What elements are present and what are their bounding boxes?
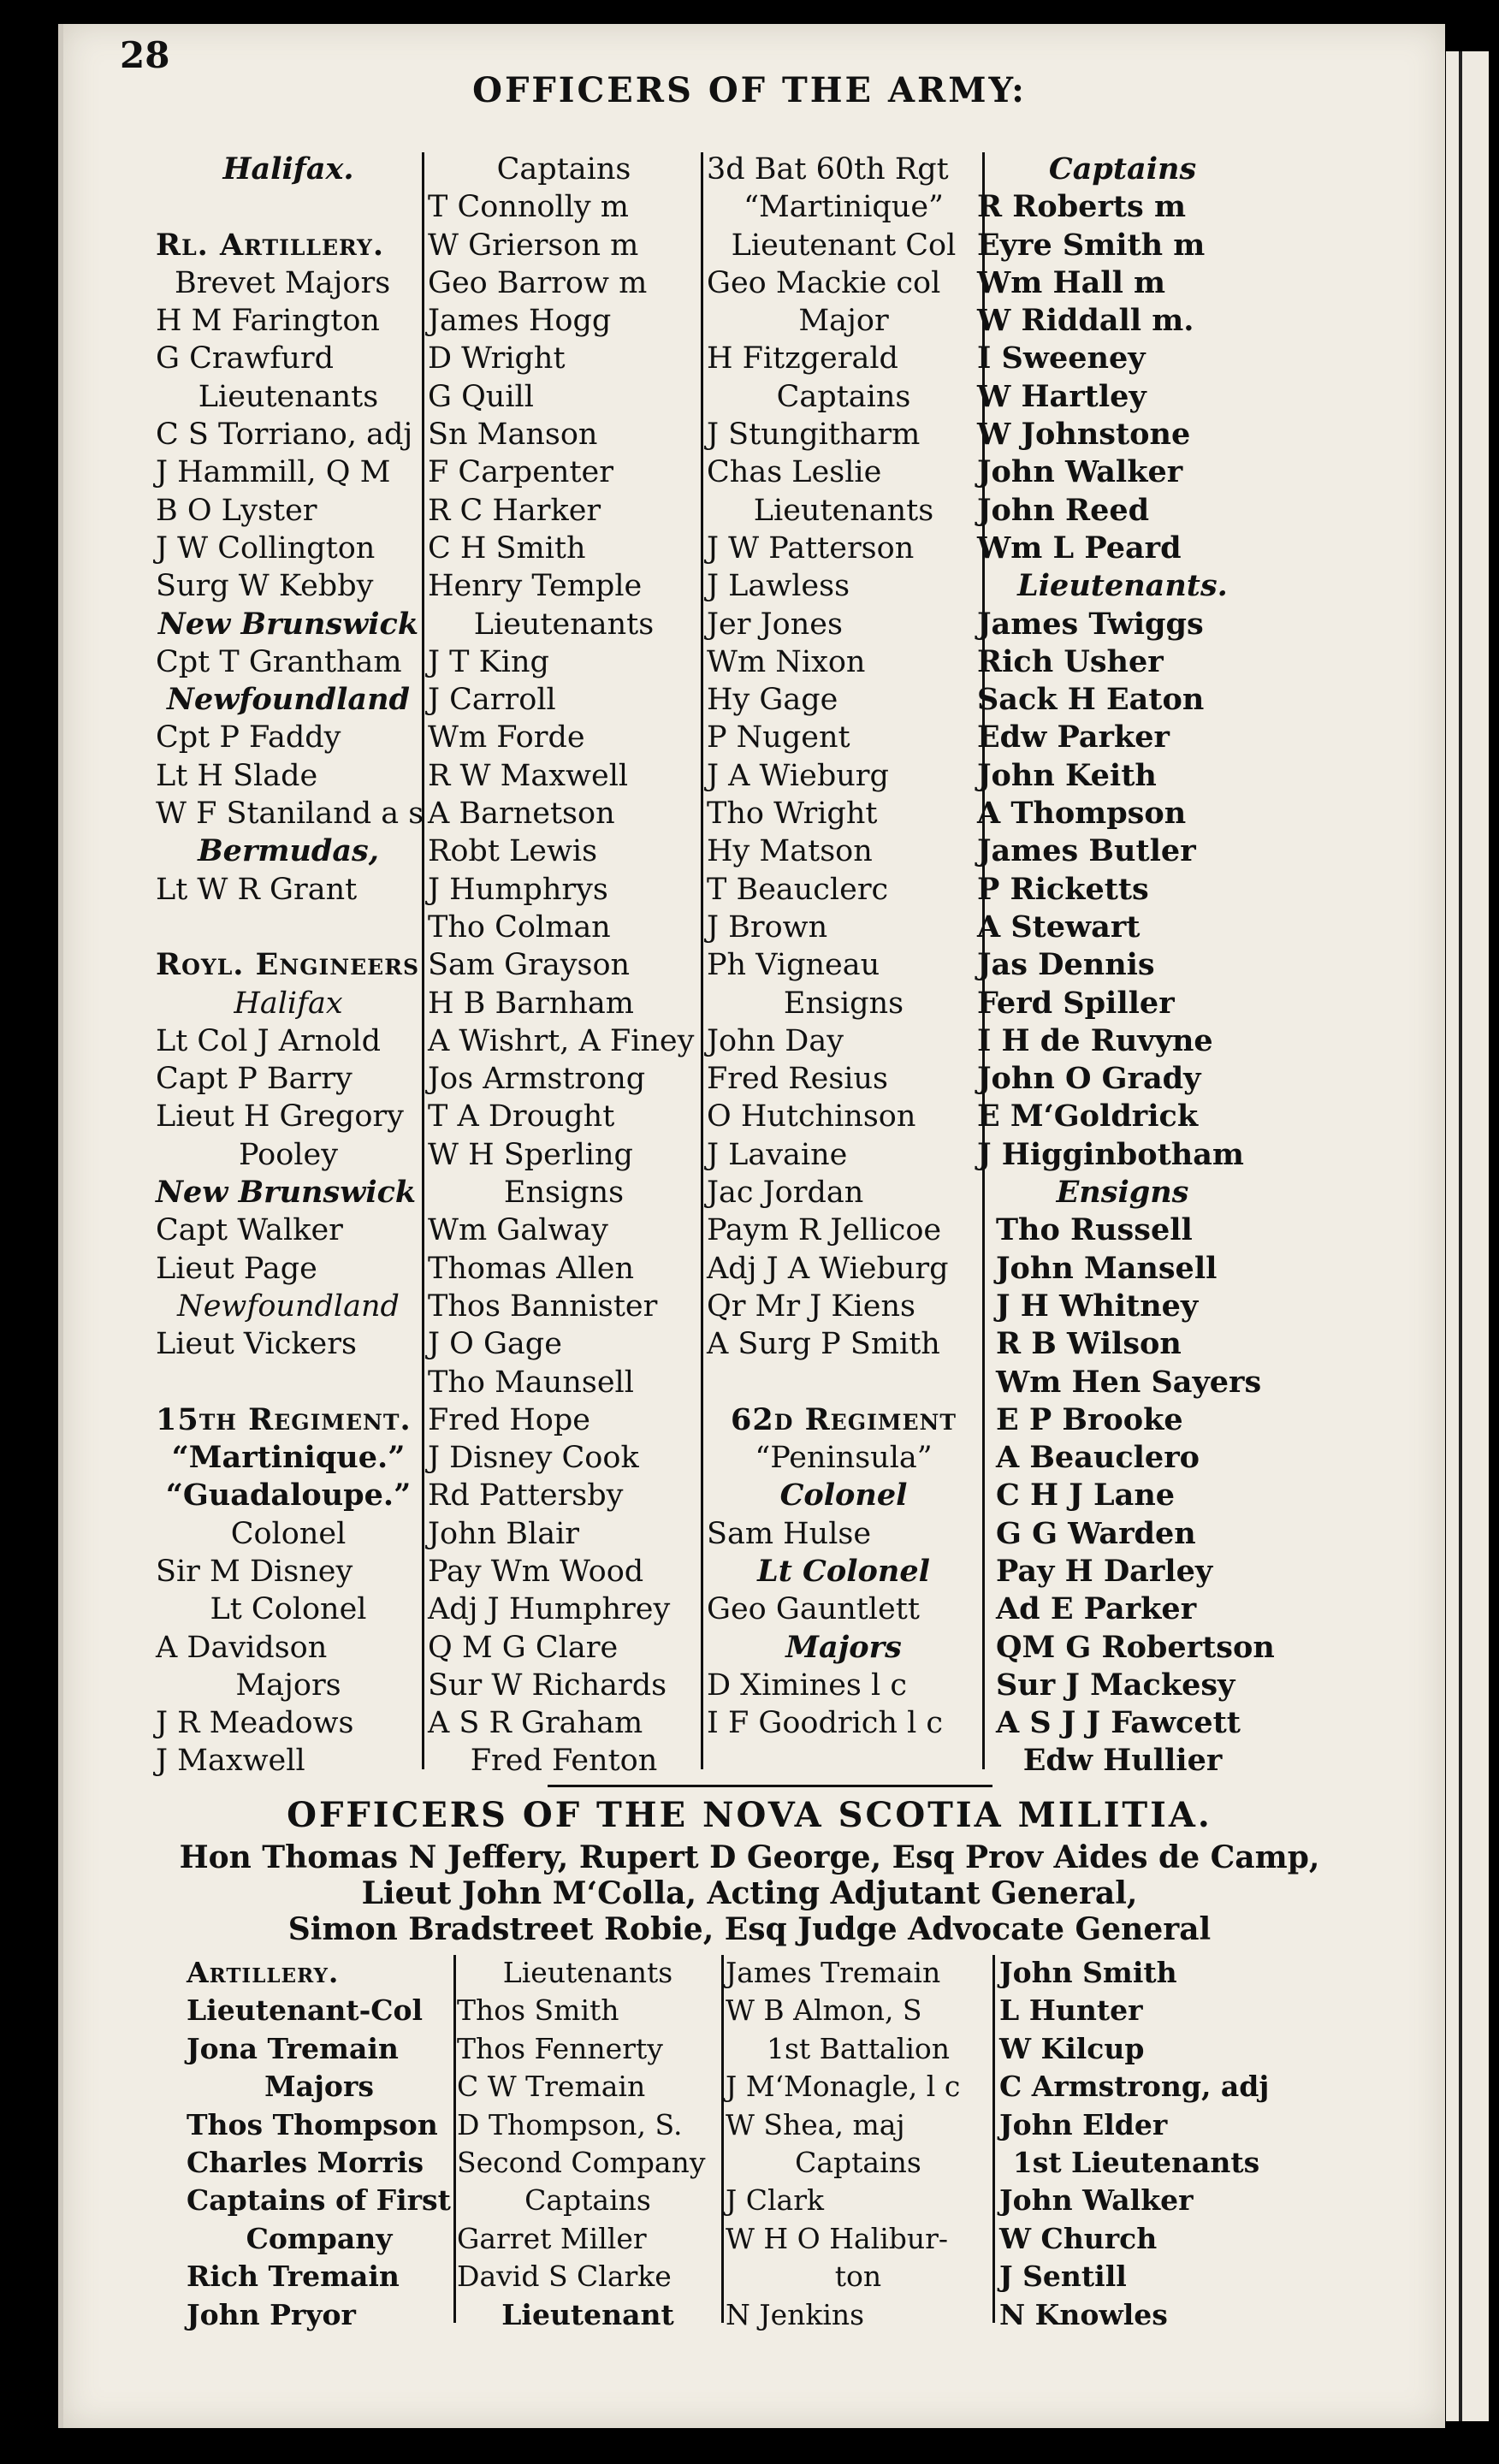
- roster-entry: J W Patterson: [707, 530, 915, 566]
- roster-entry: I F Goodrich l c: [707, 1706, 943, 1741]
- roster-entry: Robt Lewis: [428, 834, 598, 869]
- militia-heading: OFFICERS OF THE NOVA SCOTIA MILITIA.: [287, 1795, 1212, 1835]
- roster-entry: Tho Russell: [996, 1212, 1193, 1248]
- militia-intro-line: Simon Bradstreet Robie, Esq Judge Advocate General: [287, 1911, 1212, 1947]
- roster-entry: Captains: [1048, 151, 1197, 187]
- roster-entry: Qr Mr J Kiens: [707, 1288, 915, 1324]
- roster-entry: Captains: [795, 2145, 921, 2179]
- roster-entry: Chas Leslie: [707, 455, 882, 490]
- roster-entry: Captains of First: [187, 2183, 451, 2218]
- roster-entry: R B Wilson: [996, 1326, 1182, 1362]
- roster-entry: Major: [798, 304, 889, 339]
- roster-entry: John Elder: [999, 2107, 1168, 2141]
- roster-entry: Tho Wright: [707, 797, 878, 832]
- roster-entry: Lieutenants: [473, 607, 655, 642]
- roster-entry: John Keith: [977, 757, 1157, 793]
- roster-entry: J O Gage: [428, 1327, 562, 1362]
- roster-entry: James Twiggs: [977, 606, 1204, 642]
- column-rule: [721, 1955, 724, 2323]
- roster-entry: James Butler: [977, 833, 1196, 869]
- roster-entry: John Smith: [999, 1956, 1177, 1989]
- roster-entry: T A Drought: [428, 1099, 615, 1134]
- roster-entry: Lt Colonel: [757, 1553, 930, 1589]
- roster-entry: 1st Battalion: [766, 2031, 951, 2065]
- roster-entry: O Hutchinson: [707, 1099, 916, 1134]
- roster-entry: C H Smith: [428, 530, 586, 566]
- roster-entry: John Walker: [999, 2183, 1194, 2218]
- roster-entry: T Connolly m: [428, 190, 629, 225]
- roster-entry: Capt P Barry: [156, 1062, 353, 1097]
- roster-entry: W B Almon, S: [726, 1993, 922, 2028]
- roster-entry: J A Wieburg: [707, 758, 889, 793]
- roster-entry: E P Brooke: [996, 1401, 1183, 1437]
- roster-entry: Q M G Clare: [428, 1630, 619, 1665]
- army-column-3: [707, 151, 981, 1780]
- roster-entry: Thos Bannister: [428, 1288, 658, 1324]
- column-rule: [701, 152, 703, 1769]
- roster-entry: J Carroll: [428, 683, 556, 718]
- roster-entry: Cpt P Faddy: [156, 720, 341, 755]
- roster-entry: Edw Hullier: [1022, 1743, 1223, 1779]
- roster-entry: W Johnstone: [977, 417, 1191, 453]
- roster-entry: Lieutenant: [501, 2297, 674, 2331]
- roster-entry: James Hogg: [428, 304, 612, 339]
- roster-entry: E M‘Goldrick: [977, 1099, 1199, 1134]
- roster-entry: Halifax.: [222, 151, 354, 187]
- roster-entry: A S R Graham: [428, 1706, 643, 1741]
- roster-entry: Sir M Disney: [156, 1554, 353, 1589]
- roster-entry: J R Meadows: [156, 1706, 354, 1741]
- roster-entry: C H J Lane: [996, 1478, 1176, 1513]
- roster-entry: Lt W R Grant: [156, 872, 358, 907]
- roster-entry: David S Clarke: [457, 2260, 672, 2294]
- roster-entry: W Church: [999, 2221, 1158, 2255]
- roster-entry: J Clark: [726, 2183, 824, 2218]
- blank-line: [707, 1742, 981, 1780]
- roster-entry: Captains: [496, 152, 631, 187]
- roster-entry: Garret Miller: [457, 2221, 647, 2255]
- roster-entry: R C Harker: [428, 493, 601, 528]
- roster-entry: G Crawfurd: [156, 341, 335, 376]
- roster-entry: J Higginbotham: [977, 1136, 1244, 1172]
- roster-entry: Wm Galway: [428, 1213, 608, 1248]
- roster-entry: Jac Jordan: [707, 1176, 864, 1211]
- roster-entry: Company: [246, 2221, 393, 2255]
- roster-entry: Lieut Vickers: [156, 1327, 357, 1362]
- roster-entry: F Carpenter: [428, 455, 613, 490]
- roster-entry: James Tremain: [726, 1956, 941, 1989]
- army-column-4: [977, 151, 1275, 1780]
- roster-entry: W F Staniland a s: [156, 797, 424, 832]
- roster-entry: Ferd Spiller: [977, 985, 1175, 1021]
- militia-intro-line: Lieut John M‘Colla, Acting Adjutant General,: [361, 1875, 1138, 1911]
- roster-entry: J Sentill: [999, 2260, 1127, 2294]
- roster-entry: J T King: [428, 644, 549, 679]
- section-divider: [548, 1785, 992, 1787]
- roster-entry: New Brunswick: [156, 1175, 417, 1211]
- roster-entry: Charles Morris: [187, 2145, 424, 2179]
- roster-entry: W Kilcup: [999, 2031, 1145, 2065]
- roster-entry: “Guadaloupe.”: [165, 1478, 412, 1513]
- roster-entry: 62d Regiment: [731, 1401, 957, 1437]
- roster-entry: N Jenkins: [726, 2297, 865, 2331]
- army-column-2: [428, 151, 700, 1780]
- roster-entry: 15th Regiment.: [156, 1401, 412, 1437]
- roster-entry: Thos Fennerty: [457, 2031, 663, 2065]
- roster-entry: J Humphrys: [428, 872, 608, 907]
- roster-entry: Lieutenants: [753, 493, 934, 528]
- roster-entry: D Ximines l c: [707, 1667, 907, 1703]
- militia-column-2: [457, 1954, 719, 2334]
- roster-entry: Sur W Richards: [428, 1667, 667, 1703]
- roster-entry: Rich Usher: [977, 643, 1164, 679]
- roster-entry: Wm Hall m: [977, 264, 1166, 300]
- roster-entry: A Wishrt, A Finey: [428, 1023, 695, 1058]
- next-page-edge: [1446, 51, 1489, 2421]
- roster-entry: Cpt T Grantham: [156, 644, 402, 679]
- roster-entry: I H de Ruvyne: [977, 1022, 1213, 1058]
- roster-entry: Pay Wm Wood: [428, 1554, 644, 1589]
- roster-entry: Lieut Page: [156, 1251, 317, 1286]
- roster-entry: A Beauclero: [996, 1440, 1200, 1476]
- roster-entry: Fred Hope: [428, 1402, 590, 1437]
- roster-entry: John O Grady: [977, 1061, 1201, 1097]
- roster-entry: Majors: [235, 1667, 341, 1703]
- roster-entry: G Quill: [428, 379, 534, 414]
- roster-entry: Lieutenant Col: [731, 228, 957, 263]
- roster-entry: W Shea, maj: [726, 2107, 905, 2141]
- roster-entry: W Hartley: [977, 378, 1146, 414]
- roster-entry: C Armstrong, adj: [999, 2070, 1270, 2104]
- roster-entry: I Sweeney: [977, 341, 1146, 376]
- page-gutter-line: [1459, 51, 1462, 2421]
- roster-entry: J Stungitharm: [707, 418, 921, 453]
- roster-entry: Wm Forde: [428, 720, 585, 755]
- roster-entry: Jos Armstrong: [428, 1062, 646, 1097]
- roster-entry: Rd Pattersby: [428, 1478, 624, 1513]
- roster-entry: Majors: [785, 1629, 902, 1665]
- roster-entry: D Thompson, S.: [457, 2107, 683, 2141]
- roster-entry: Halifax: [234, 986, 343, 1021]
- roster-entry: Ph Vigneau: [707, 948, 880, 983]
- roster-entry: Geo Gauntlett: [707, 1592, 920, 1627]
- blank-line: [156, 1364, 421, 1401]
- roster-entry: Jas Dennis: [977, 947, 1155, 983]
- roster-entry: ton: [834, 2260, 882, 2294]
- blank-line: [156, 188, 421, 226]
- roster-entry: W H O Halibur-: [726, 2221, 949, 2255]
- roster-entry: “Martinique.”: [171, 1440, 406, 1476]
- roster-entry: Sam Hulse: [707, 1516, 872, 1551]
- roster-entry: Geo Mackie col: [707, 265, 941, 300]
- roster-entry: Edw Parker: [977, 720, 1170, 755]
- roster-entry: Wm L Peard: [977, 530, 1182, 566]
- roster-entry: Newfoundland: [166, 682, 411, 718]
- roster-entry: Thos Thompson: [187, 2107, 438, 2141]
- roster-entry: W H Sperling: [428, 1137, 633, 1172]
- roster-entry: J Lavaine: [707, 1137, 848, 1172]
- roster-entry: A Davidson: [156, 1630, 328, 1665]
- roster-entry: J M‘Monagle, l c: [726, 2070, 961, 2104]
- roster-entry: Colonel: [230, 1516, 347, 1551]
- roster-entry: Artillery.: [187, 1956, 340, 1989]
- roster-entry: Lieutenants.: [1017, 568, 1228, 604]
- roster-entry: P Nugent: [707, 720, 850, 755]
- roster-entry: L Hunter: [999, 1993, 1143, 2028]
- roster-entry: New Brunswick: [157, 606, 419, 642]
- roster-entry: N Knowles: [999, 2297, 1168, 2331]
- roster-entry: Lieutenants: [502, 1956, 673, 1989]
- roster-entry: Hy Matson: [707, 834, 873, 869]
- roster-entry: Sn Manson: [428, 418, 598, 453]
- roster-entry: “Peninsula”: [755, 1441, 933, 1476]
- roster-entry: Ensigns: [503, 1176, 625, 1211]
- roster-entry: Pay H Darley: [996, 1553, 1213, 1589]
- roster-entry: QM G Robertson: [996, 1629, 1275, 1665]
- roster-entry: Rich Tremain: [187, 2260, 400, 2294]
- column-rule: [422, 152, 424, 1769]
- roster-entry: John Pryor: [187, 2297, 356, 2331]
- roster-entry: Pooley: [239, 1137, 338, 1172]
- roster-entry: Lieut H Gregory: [156, 1099, 404, 1134]
- roster-entry: Lt H Slade: [156, 758, 318, 793]
- roster-entry: J Lawless: [707, 569, 850, 604]
- roster-entry: J Brown: [707, 909, 828, 945]
- army-heading: OFFICERS OF THE ARMY:: [472, 70, 1027, 110]
- roster-entry: Jer Jones: [707, 607, 843, 642]
- roster-entry: J Maxwell: [156, 1744, 305, 1779]
- blank-line: [707, 1364, 981, 1401]
- roster-entry: Lieutenants: [198, 379, 379, 414]
- roster-entry: A Thompson: [977, 796, 1187, 832]
- roster-entry: Sur J Mackesy: [996, 1667, 1235, 1703]
- roster-entry: Ensigns: [783, 986, 904, 1021]
- roster-entry: John Reed: [977, 492, 1150, 528]
- roster-entry: R W Maxwell: [428, 758, 629, 793]
- roster-entry: 1st Lieutenants: [1012, 2145, 1260, 2179]
- roster-entry: Lieutenant-Col: [187, 1993, 424, 2028]
- roster-entry: Wm Nixon: [707, 644, 866, 679]
- roster-entry: John Walker: [977, 454, 1183, 490]
- roster-entry: A Barnetson: [428, 797, 615, 832]
- roster-entry: A S J J Fawcett: [996, 1705, 1241, 1741]
- roster-entry: Ad E Parker: [996, 1591, 1197, 1627]
- roster-entry: Jona Tremain: [187, 2031, 399, 2065]
- roster-entry: Thos Smith: [457, 1993, 619, 2028]
- roster-entry: Henry Temple: [428, 569, 643, 604]
- roster-entry: “Martinique”: [744, 190, 944, 225]
- page-number: 28: [120, 34, 170, 76]
- militia-column-4: [999, 1954, 1273, 2334]
- roster-entry: Second Company: [457, 2145, 706, 2179]
- roster-entry: Captains: [776, 379, 911, 414]
- roster-entry: Brevet Majors: [175, 265, 391, 300]
- roster-entry: A Surg P Smith: [707, 1327, 940, 1362]
- roster-entry: Sack H Eaton: [977, 682, 1205, 718]
- roster-entry: P Ricketts: [977, 871, 1149, 907]
- roster-entry: Capt Walker: [156, 1213, 343, 1248]
- roster-entry: Fred Resius: [707, 1062, 888, 1097]
- militia-intro-line: Hon Thomas N Jeffery, Rupert D George, Esq Prov Aides de Camp,: [179, 1839, 1320, 1875]
- roster-entry: Thomas Allen: [428, 1251, 635, 1286]
- roster-entry: Tho Maunsell: [428, 1365, 634, 1400]
- column-rule: [453, 1955, 456, 2323]
- roster-entry: Sam Grayson: [428, 948, 631, 983]
- roster-entry: Adj J A Wieburg: [707, 1251, 949, 1286]
- roster-entry: Royl. Engineers: [156, 947, 420, 983]
- roster-entry: J H Whitney: [996, 1288, 1199, 1324]
- roster-entry: Tho Colman: [428, 909, 611, 945]
- roster-entry: J Disney Cook: [428, 1441, 639, 1476]
- blank-line: [156, 909, 421, 946]
- roster-entry: 3d Bat 60th Rgt: [707, 152, 949, 187]
- roster-entry: John Mansell: [996, 1250, 1218, 1286]
- roster-entry: Eyre Smith m: [977, 227, 1206, 263]
- roster-entry: Lt Col J Arnold: [156, 1023, 381, 1058]
- roster-entry: Fred Fenton: [470, 1744, 658, 1779]
- roster-entry: J Hammill, Q M: [156, 455, 391, 490]
- roster-entry: Newfoundland: [177, 1288, 400, 1324]
- roster-entry: C S Torriano, adj: [156, 418, 413, 453]
- roster-entry: Majors: [264, 2070, 374, 2104]
- roster-entry: J W Collington: [156, 530, 376, 566]
- roster-entry: H M Farington: [156, 304, 380, 339]
- roster-entry: D Wright: [428, 341, 566, 376]
- roster-entry: Ensigns: [1056, 1175, 1189, 1211]
- roster-entry: G G Warden: [996, 1515, 1196, 1551]
- roster-entry: Rl. Artillery.: [156, 227, 385, 263]
- militia-column-3: [726, 1954, 991, 2334]
- roster-entry: John Day: [707, 1023, 844, 1058]
- roster-entry: H Fitzgerald: [707, 341, 898, 376]
- roster-entry: W Grierson m: [428, 228, 639, 263]
- roster-entry: A Stewart: [977, 909, 1141, 945]
- roster-entry: Colonel: [779, 1478, 908, 1513]
- army-column-1: [156, 151, 424, 1780]
- roster-entry: Bermudas,: [198, 833, 379, 869]
- roster-entry: Paym R Jellicoe: [707, 1213, 942, 1248]
- roster-entry: Wm Hen Sayers: [996, 1364, 1262, 1400]
- roster-entry: H B Barnham: [428, 986, 634, 1021]
- roster-entry: W Riddall m.: [977, 303, 1194, 339]
- roster-entry: Geo Barrow m: [428, 265, 648, 300]
- roster-entry: C W Tremain: [457, 2070, 646, 2104]
- roster-entry: Lt Colonel: [210, 1592, 367, 1627]
- militia-column-1: [187, 1954, 452, 2334]
- roster-entry: John Blair: [428, 1516, 580, 1551]
- roster-entry: T Beauclerc: [707, 872, 889, 907]
- roster-entry: Adj J Humphrey: [428, 1592, 671, 1627]
- roster-entry: Hy Gage: [707, 683, 838, 718]
- roster-entry: Surg W Kebby: [156, 569, 374, 604]
- roster-entry: R Roberts m: [977, 189, 1186, 225]
- column-rule: [992, 1955, 995, 2323]
- roster-entry: B O Lyster: [156, 493, 317, 528]
- roster-entry: Captains: [524, 2183, 651, 2218]
